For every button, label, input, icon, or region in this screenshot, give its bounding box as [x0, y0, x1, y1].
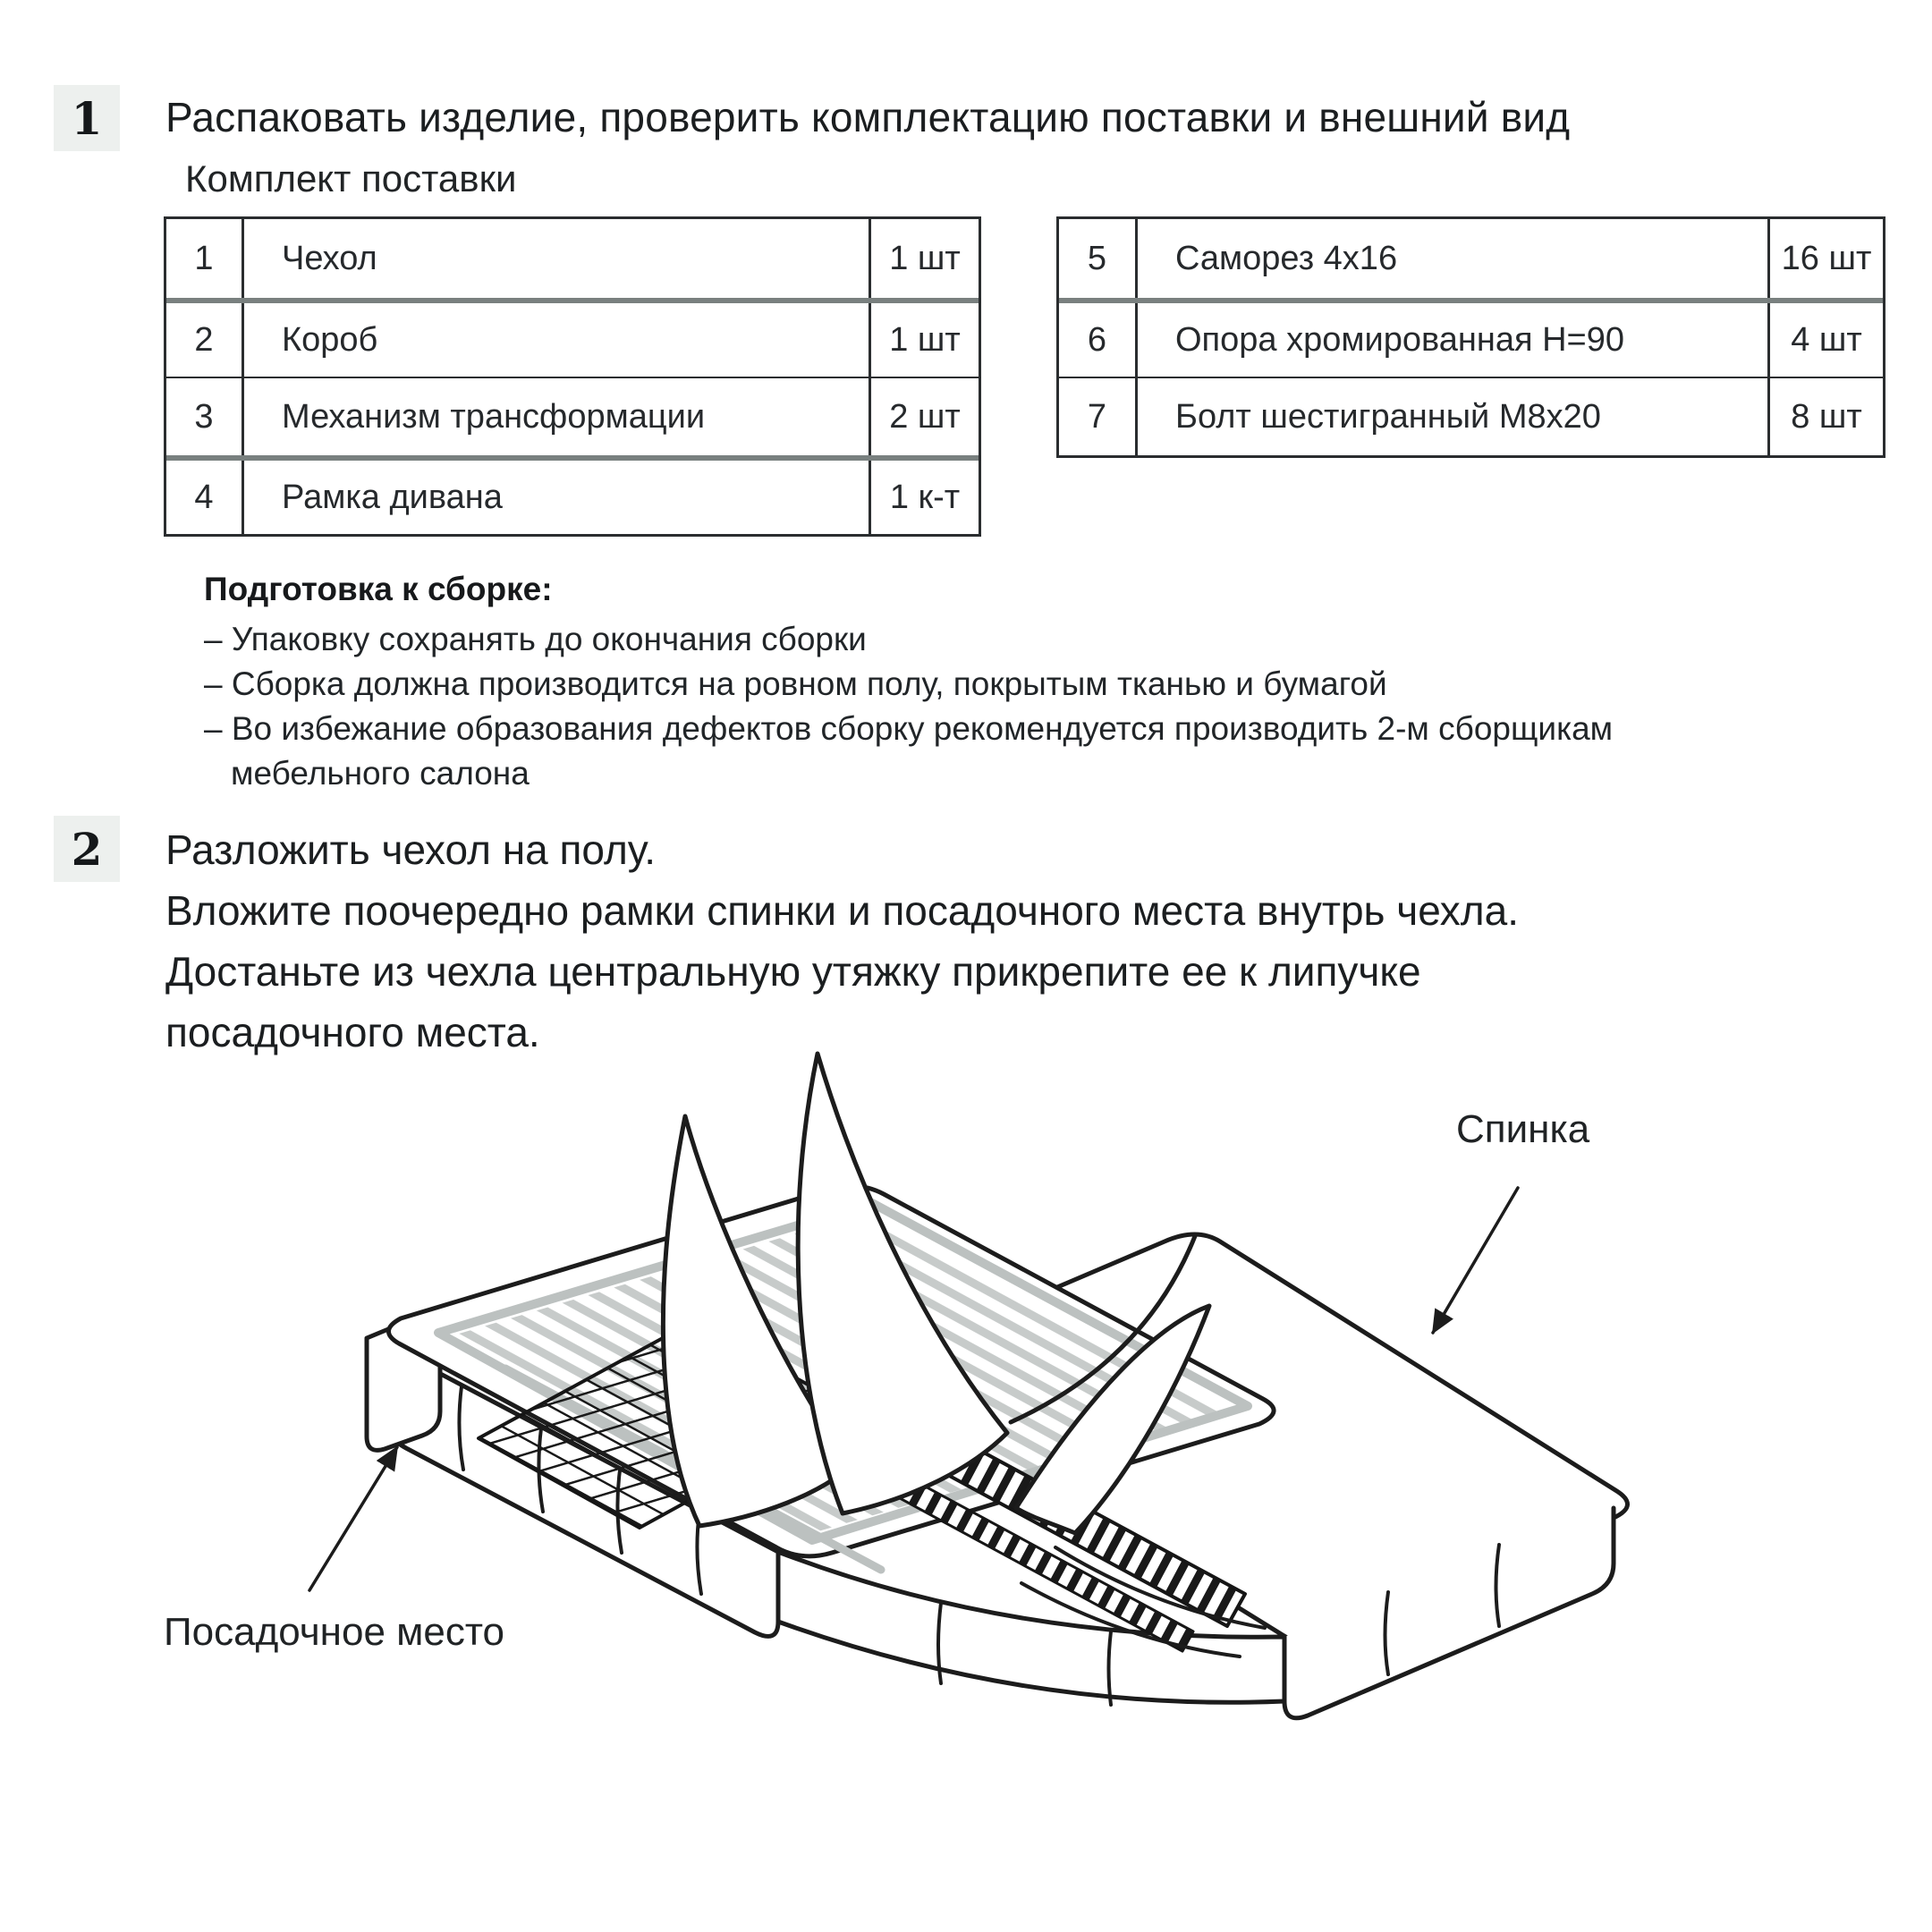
- table-row: [166, 219, 979, 298]
- table-row: [166, 455, 979, 534]
- part-quantity: 8 шт: [1767, 378, 1883, 455]
- row-number: 3: [166, 378, 244, 455]
- step-2-line: посадочного места.: [165, 1009, 540, 1055]
- step-2-line: Разложить чехол на полу.: [165, 826, 656, 873]
- part-name: Опора хромированная Н=90: [1175, 320, 1625, 359]
- seat-label: Посадочное место: [164, 1610, 504, 1654]
- step-1-title: Распаковать изделие, проверить комплектацию поставки и внешний вид: [165, 94, 1571, 140]
- part-quantity: 16 шт: [1767, 219, 1883, 298]
- back-label: Спинка: [1456, 1107, 1590, 1151]
- part-name: Саморез 4х16: [1175, 239, 1398, 277]
- table-row: [166, 298, 979, 377]
- table-row: [1059, 219, 1883, 298]
- preparation-item: – Во избежание образования дефектов сборку рекомендуется производить 2-м сборщикам мебельного салона: [204, 710, 1614, 792]
- part-name: Рамка дивана: [282, 478, 503, 516]
- seat-label-arrow: [309, 1447, 397, 1590]
- preparation-heading: Подготовка к сборке:: [204, 571, 553, 607]
- part-name: Болт шестигранный М8х20: [1175, 397, 1601, 436]
- part-quantity: 1 к-т: [869, 461, 979, 534]
- part-quantity: 2 шт: [869, 378, 979, 455]
- part-quantity: 1 шт: [869, 303, 979, 377]
- table-row: [1059, 377, 1883, 455]
- row-number: 7: [1059, 378, 1138, 455]
- kit-heading: Комплект поставки: [185, 157, 517, 199]
- preparation-item: – Сборка должна производится на ровном полу, покрытым тканью и бумагой: [204, 665, 1387, 702]
- row-number: 1: [166, 219, 244, 298]
- row-number: 2: [166, 303, 244, 377]
- preparation-item: – Упаковку сохранять до окончания сборки: [204, 621, 867, 657]
- step-2-line: Достаньте из чехла центральную утяжку прикрепите ее к липучке: [165, 948, 1421, 995]
- preparation-section: [204, 571, 1671, 796]
- table-row: [1059, 298, 1883, 377]
- kit-table-right: [1056, 216, 1885, 458]
- step-2-line: Вложите поочередно рамки спинки и посадочного места внутрь чехла.: [165, 887, 1520, 934]
- step-2-number-badge: 2: [54, 816, 120, 882]
- step-1-number-badge: 1: [54, 85, 120, 151]
- part-quantity: 4 шт: [1767, 303, 1883, 377]
- part-quantity: 1 шт: [869, 219, 979, 298]
- row-number: 5: [1059, 219, 1138, 298]
- table-row: [166, 377, 979, 455]
- kit-table-left: [164, 216, 981, 537]
- part-name: Короб: [282, 320, 378, 359]
- back-label-arrow: [1433, 1188, 1518, 1333]
- part-name: Чехол: [282, 239, 377, 277]
- part-name: Механизм трансформации: [282, 397, 706, 436]
- row-number: 6: [1059, 303, 1138, 377]
- row-number: 4: [166, 461, 244, 534]
